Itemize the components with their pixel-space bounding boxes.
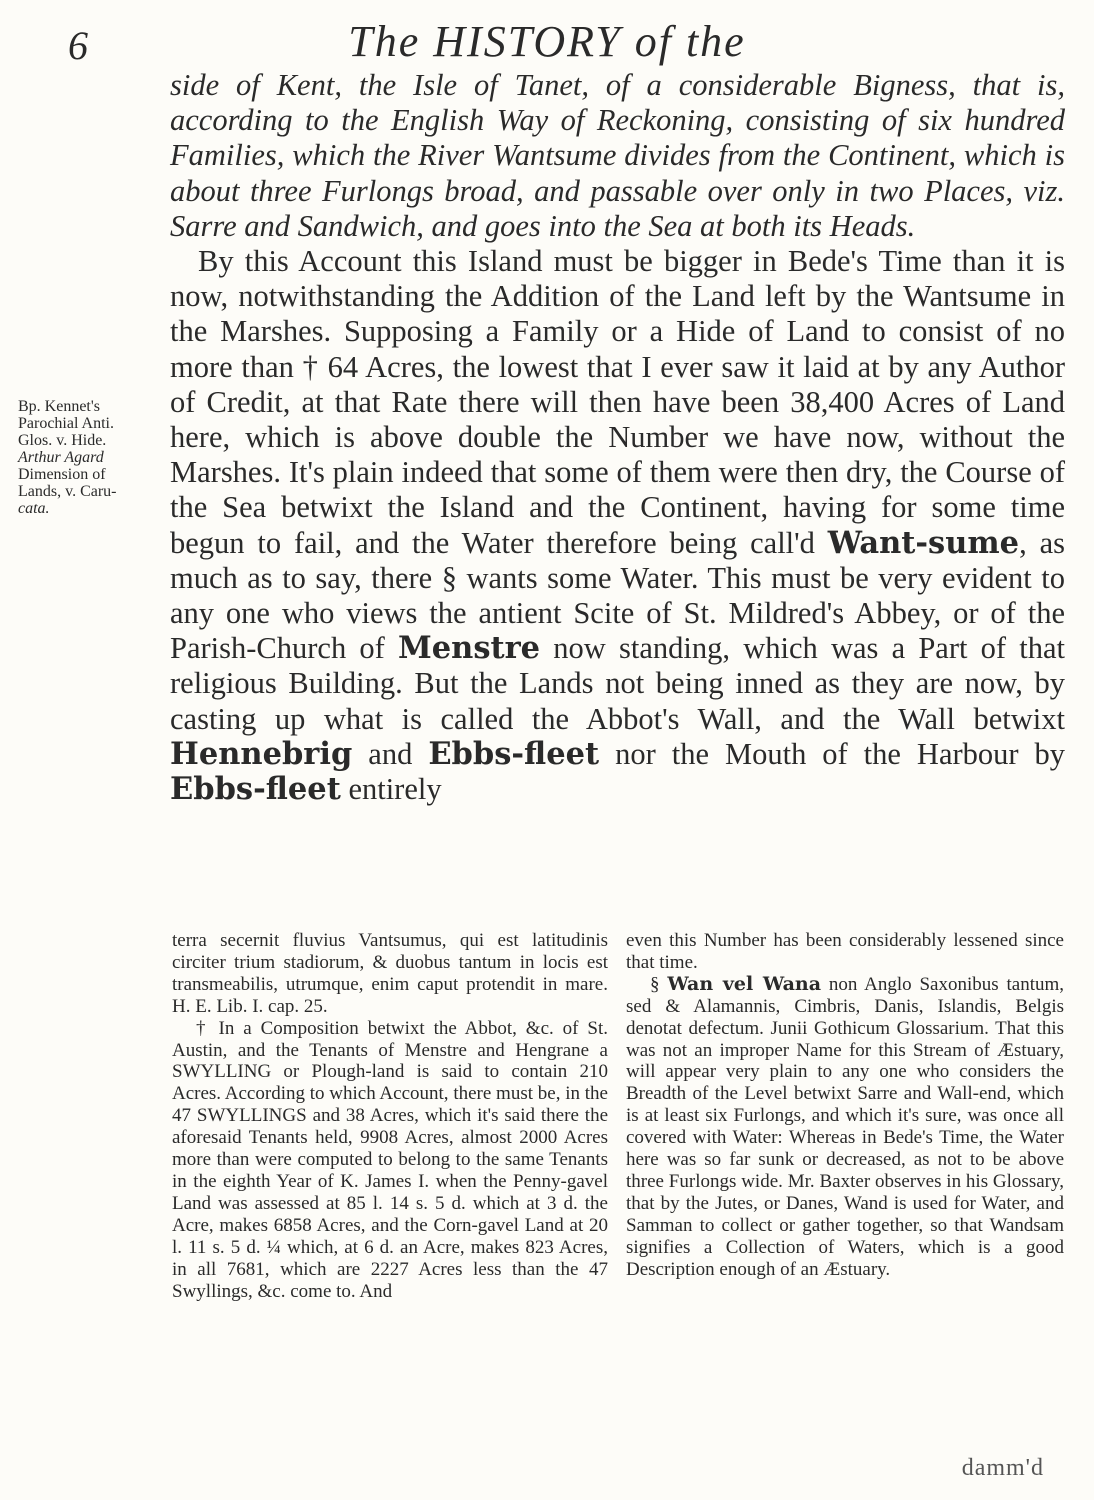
catchword: damm'd [961,1455,1044,1481]
margin-note-line: Bp. Kennet's [18,398,100,415]
blackletter-hennebrig: Hennebrig [170,735,353,772]
margin-note-line: Glos. v. Hide. [18,432,107,449]
margin-note-line: Lands, v. Caru- [18,483,117,500]
footnotes-right-column [626,930,1064,1281]
footnote-latin: terra secernit fluvius Vantsumus, qui est latitudinis circiter trium stadiorum, & duobus tantum in locis est transmeabilis, utrumque, enim caput protendit in mare. H. E. Lib. I. cap. 25. [172,930,608,1017]
blackletter-ebbsfleet: Ebbs-fleet [428,735,600,772]
quoted-passage: side of Kent, the Isle of Tanet, of a considerable Bigness, that is, according to the English Way of Reckoning, consisting of six hundred Families, which the River Wantsume divides from the Continent, which is about three Furlongs broad, and passable over only in two Places, viz. Sarre and Sandwich, and goes into the Sea at both its Heads. [170,68,1065,243]
main-text [170,68,1065,807]
footnote-section-text: non Anglo Saxonibus tantum, sed & Alamannis, Cimbris, Danis, Islandis, Belgis denotat defectum. Junii Gothicum Glossarium. That this was not an improper Name for this Stream of Æstuary, will appear very plain to any one who considers the Breadth of the Level betwixt Sarre and Wall-end, which is at least six Furlongs, and which it's sure, was once all covered with Water: Whereas in Bede's Time, the Water here was so far sunk or decreased, as not to be above three Furlongs wide. Mr. Baxter observes in his Glossary, that by the Jutes, or Danes, Wand is used for Water, and Samman to collect or gather together, so that Wandsam signifies a Collection of Waters, which is a good Description enough of an Æstuary. [626,973,1065,1280]
running-head: The HISTORY of the [348,17,746,66]
footnote-section [626,974,1064,1281]
body-text-a: By this Account this Island must be bigger in Bede's Time than it is now, notwithstanding the Addition of the Land left by the Wantsume in the Marshes. Supposing a Family or a Hide of Land to consist of no more than † 64 Acres, the lowest that I ever saw it laid at by any Author of Credit, at that Rate there will then have been 38,400 Acres of Land here, which is above double the Number we have now, without the Marshes. It's plain indeed that some of them were then dry, the Course of the Sea betwixt the Island and the Continent, having for some time begun to fail, and the Water therefore being call'd [170,244,1065,560]
margin-note-line: Dimension of [18,466,106,483]
footnote-continuation: even this Number has been considerably lessened since that time. [626,930,1064,973]
margin-note [18,398,166,517]
body-paragraph [170,244,1065,807]
footnotes-left-column [172,930,608,1302]
blackletter-ebbsfleet: Ebbs-fleet [170,771,341,808]
body-text-c: now standing, which was a Part of that religious Building. But the Lands not being inned as they are now, by casting up what is called the Abbot's Wall, and the Wall betwixt [170,631,1065,736]
footnote-dagger: † In a Composition betwixt the Abbot, &c. of St. Austin, and the Tenants of Menstre and Hengrane a SWYLLING or Plough-land is said to contain 210 Acres. According to which Account, there must be, in the 47 SWYLLINGS and 38 Acres, which it's said there the aforesaid Tenants held, 9908 Acres, almost 2000 Acres more than were computed to belong to the same Tenants in the eighth Year of K. James I. when the Penny-gavel Land was assessed at 85 l. 14 s. 5 d. which at 3 d. the Acre, makes 6858 Acres, and the Corn-gavel Land at 20 l. 11 s. 5 d. ¼ which, at 6 d. an Acre, makes 823 Acres, in all 7681, which are 2227 Acres less than the 47 Swyllings, &c. come to. And [172,1017,608,1302]
section-mark: § [650,973,660,995]
margin-note-line: Parochial Anti. [18,415,114,432]
body-text-e: nor the Mouth of the Harbour by [615,736,1066,771]
body-text-f: entirely [348,772,442,807]
blackletter-menstre: Menstre [398,630,541,667]
margin-note-line: cata. [18,500,50,517]
blackletter-wantsume: Want-sume [827,524,1020,561]
body-text-b: , as much as to say, there § wants some Water. This must be very evident to any one who views the antient Scite of St. Mildred's Abbey, or of the Parish-Church of [170,525,1065,666]
body-text-d: and [368,736,413,771]
page-number: 6 [68,23,88,68]
margin-note-line: Arthur Agard [18,449,104,466]
blackletter-wan-vel-wana: Wan vel Wana [667,972,822,995]
